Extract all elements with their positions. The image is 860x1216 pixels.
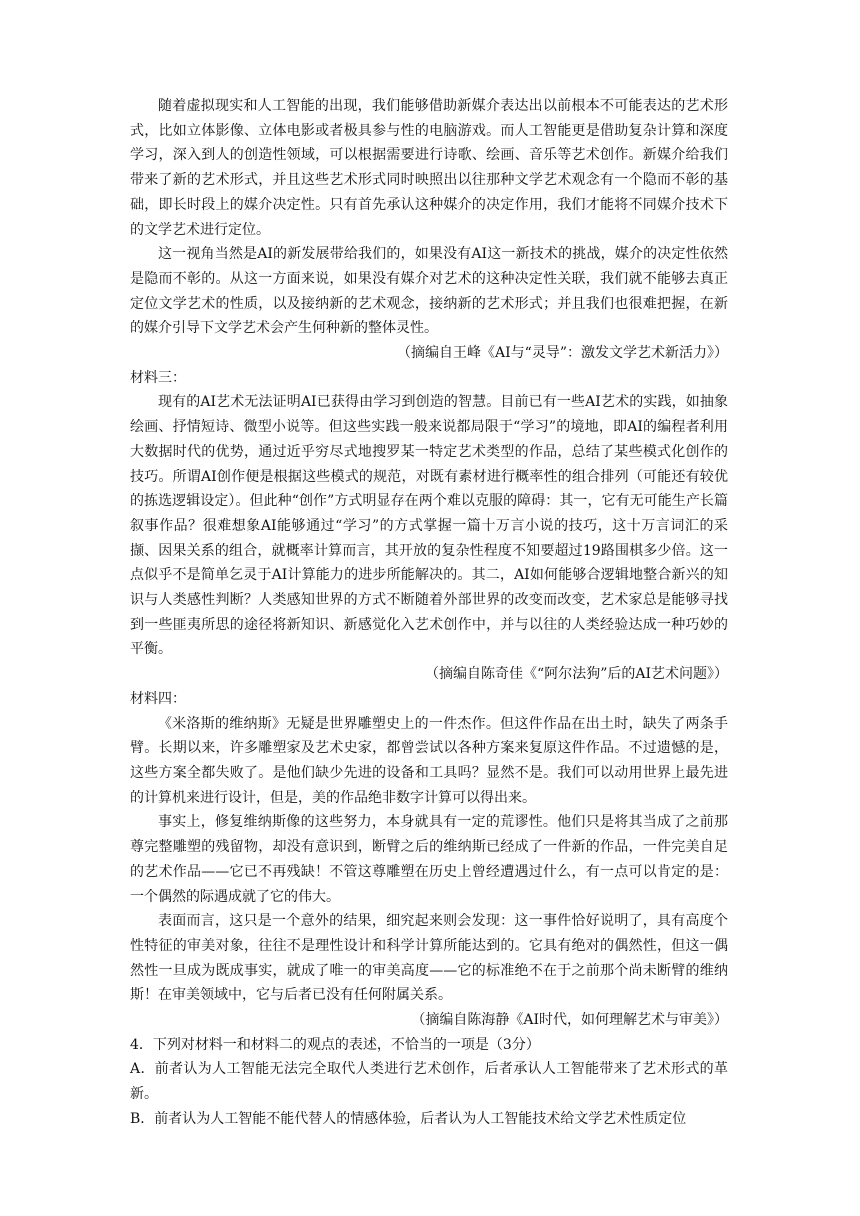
section-label-material-four: 材料四： [130, 690, 186, 707]
paragraph-aesthetic-contingency: 表面而言，这只是一个意外的结果，细究起来则会发现：这一事件恰好说明了，具有高度个性特征的审美对象，往往不是理性设计和科学计算所能达到的。它具有绝对的偶然性，但这一偶然性一旦成为既成事实，就成了唯一的审美高度——它的标准绝不在于之前那个尚未断臂的维纳斯！在审美领域中，它与后者已没有任何附属关系。 [130, 913, 728, 1004]
source-citation-wang-feng: （摘编自王峰《AI与“灵导”：激发文学艺术新活力》） [397, 345, 728, 362]
document-page [130, 94, 728, 1132]
source-citation-chen-haijing: （摘编自陈海静《AI时代，如何理解艺术与审美》） [411, 1012, 728, 1029]
paragraph-ai-media-determinism: 这一视角当然是AI的新发展带给我们的，如果没有AI这一新技术的挑战，媒介的决定性依然是隐而不彰的。从这一方面来说，如果没有媒介对艺术的这种决定性关联，我们就不能够去真正定位文学艺术的性质，以及接纳新的艺术观念，接纳新的艺术形式；并且我们也很难把握，在新的媒介引导下文学艺术会产生何种新的整体灵性。 [130, 246, 728, 337]
question-4-stem: 4．下列对材料一和材料二的观点的表述，不恰当的一项是（3分） [130, 1036, 540, 1053]
question-4-option-b: B．前者认为人工智能不能代替人的情感体验，后者认为人工智能技术给文学艺术性质定位 [130, 1110, 687, 1127]
paragraph-ai-art-limits: 现有的AI艺术无法证明AI已获得由学习到创造的智慧。目前已有一些AI艺术的实践，如抽象绘画、抒情短诗、微型小说等。但这些实践一般来说都局限于“学习”的境地，即AI的编程者利用大数据时代的优势，通过近乎穷尽式地搜罗某一特定艺术类型的作品，总结了某些模式化创作的技巧。所谓AI创作便是根据这些模式的规范，对既有素材进行概率性的组合排列（可能还有较优的拣选逻辑设定）。但此种“创作”方式明显存在两个难以克服的障碍：其一，它有无可能生产长篇叙事作品？很难想象AI能够通过“学习”的方式掌握一篇十万言小说的技巧，这十万言词汇的采撷、因果关系的组合，就概率计算而言，其开放的复杂性程度不知要超过19路围棋多少倍。这一点似乎不是简单乞灵于AI计算能力的进步所能解决的。其二，AI如何能够合逻辑地整合新兴的知识与人类感性判断？人类感知世界的方式不断随着外部世界的改变而改变，艺术家总是能够寻找到一些匪夷所思的途径将新知识、新感觉化入艺术创作中，并与以往的人类经验达成一种巧妙的平衡。 [130, 394, 728, 658]
paragraph-venus-de-milo: 《米洛斯的维纳斯》无疑是世界雕塑史上的一件杰作。但这件作品在出土时，缺失了两条手臂。长期以来，许多雕塑家及艺术史家，都曾尝试以各种方案来复原这件作品。不过遗憾的是，这些方案全都失败了。是他们缺少先进的设备和工具吗？显然不是。我们可以动用世界上最先进的计算机来进行设计，但是，美的作品绝非数字计算可以得出来。 [130, 715, 728, 806]
source-citation-chen-qijia: （摘编自陈奇佳《“阿尔法狗”后的AI艺术问题》） [425, 666, 728, 683]
section-label-material-three: 材料三： [130, 369, 186, 386]
paragraph-restoration-absurdity: 事实上，修复维纳斯像的这些努力，本身就具有一定的荒谬性。他们只是将其当成了之前那尊完整雕塑的残留物，却没有意识到，断臂之后的维纳斯已经成了一件新的作品，一件完美自足的艺术作品——它已不再残缺！不管这尊雕塑在历史上曾经遭遇过什么，有一点可以肯定的是：一个偶然的际遇成就了它的伟大。 [130, 814, 728, 905]
question-4-option-a: A．前者认为人工智能无法完全取代人类进行艺术创作，后者承认人工智能带来了艺术形式的革新。 [130, 1061, 728, 1103]
paragraph-media-new-forms: 随着虚拟现实和人工智能的出现，我们能够借助新媒介表达出以前根本不可能表达的艺术形式，比如立体影像、立体电影或者极具参与性的电脑游戏。而人工智能更是借助复杂计算和深度学习，深入到人的创造性领域，可以根据需要进行诗歌、绘画、音乐等艺术创作。新媒介给我们带来了新的艺术形式，并且这些艺术形式同时映照出以往那种文学艺术观念有一个隐而不彰的基础，即长时段上的媒介决定性。只有首先承认这种媒介的决定作用，我们才能将不同媒介技术下的文学艺术进行定位。 [130, 98, 728, 238]
